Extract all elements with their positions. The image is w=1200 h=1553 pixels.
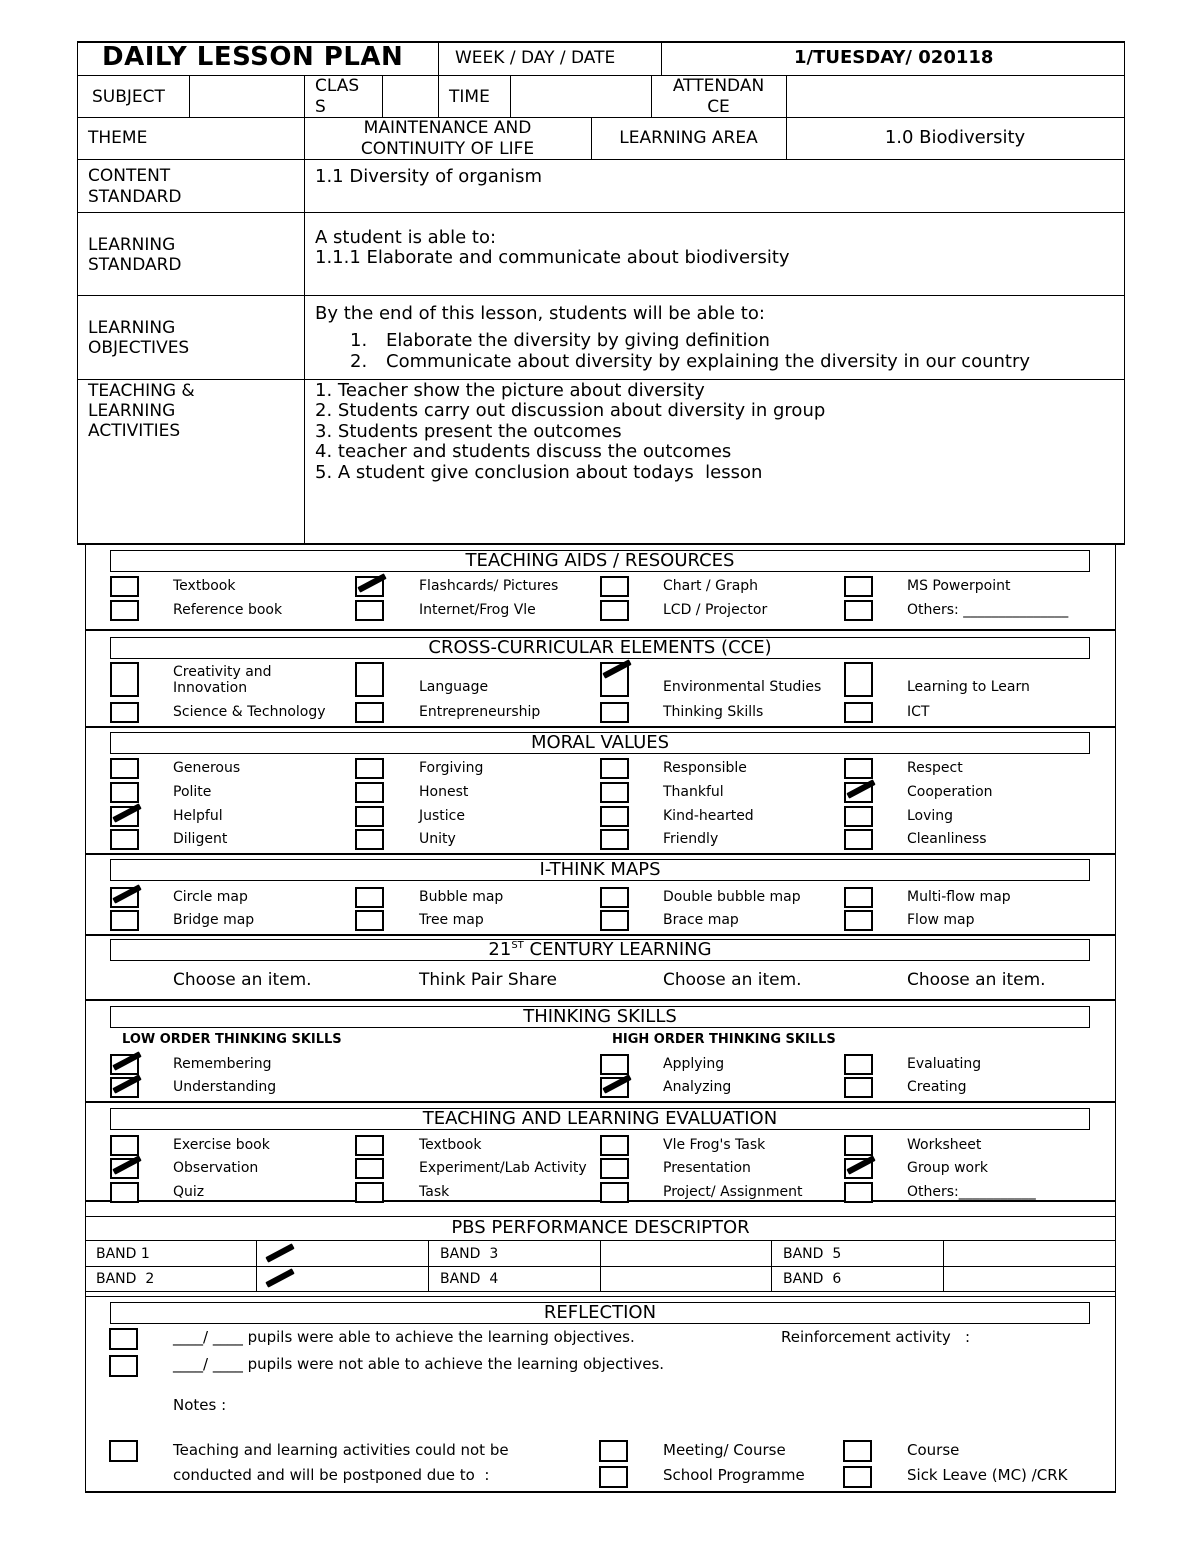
moral-values-title-bar — [110, 732, 1090, 754]
others-checkbox[interactable] — [844, 1182, 873, 1203]
reinforcement-label: Reinforcement activity : — [781, 1328, 971, 1346]
evaluating-checkbox[interactable] — [844, 1054, 873, 1075]
century-select-1[interactable]: Choose an item. — [173, 970, 312, 990]
option-label: MS Powerpoint — [907, 578, 1011, 594]
option-label: Justice — [419, 808, 465, 824]
option-label: Multi-flow map — [907, 889, 1011, 905]
option-label: Bubble map — [419, 889, 504, 905]
experiment-lab-activity-checkbox[interactable] — [355, 1158, 384, 1179]
applying-checkbox[interactable] — [600, 1054, 629, 1075]
learning-standard-line: 1.1.1 Elaborate and communicate about biodiversity — [315, 247, 790, 268]
pbs-title: PBS PERFORMANCE DESCRIPTOR — [451, 1217, 750, 1238]
option-label: Worksheet — [907, 1137, 982, 1153]
option-label: Generous — [173, 760, 241, 776]
content-standard-label-wrap: STANDARD — [88, 187, 182, 207]
learning-objectives-label-wrap: OBJECTIVES — [88, 338, 190, 358]
option-label: Honest — [419, 784, 469, 800]
option-label: Project/ Assignment — [663, 1184, 803, 1200]
objective-number: 2. — [350, 351, 368, 372]
postponed-text-wrap: conducted and will be postponed due to : — [173, 1466, 490, 1484]
option-label: Flashcards/ Pictures — [419, 578, 559, 594]
unity-checkbox[interactable] — [355, 829, 384, 850]
band-2-check-icon[interactable] — [265, 1268, 294, 1287]
option-label: Learning to Learn — [907, 679, 1030, 695]
century-select-2[interactable]: Think Pair Share — [419, 970, 557, 990]
learning-standard-label-wrap: STANDARD — [88, 255, 182, 275]
option-label: Experiment/Lab Activity — [419, 1160, 587, 1176]
option-label: Textbook — [173, 578, 236, 594]
evaluation-title-bar — [110, 1108, 1090, 1130]
learning-objectives-label: LEARNING — [88, 318, 176, 338]
option-label: Respect — [907, 760, 963, 776]
option-label: Entrepreneurship — [419, 704, 541, 720]
option-label: Presentation — [663, 1160, 751, 1176]
reflection-title: REFLECTION — [543, 1302, 657, 1323]
option-label: Diligent — [173, 831, 228, 847]
option-label: Evaluating — [907, 1056, 982, 1072]
evaluation-title: TEACHING AND LEARNING EVALUATION — [422, 1108, 778, 1129]
activities-label-wrap: ACTIVITIES — [88, 421, 181, 441]
option-label: Circle map — [173, 889, 248, 905]
reason-label: Meeting/ Course — [663, 1441, 786, 1459]
option-label: Flow map — [907, 912, 975, 928]
teaching-aids-title-bar — [110, 550, 1090, 572]
reason-label: Sick Leave (MC) /CRK — [907, 1466, 1068, 1484]
option-label: Brace map — [663, 912, 739, 928]
option-label: Cooperation — [907, 784, 993, 800]
option-label: Others:___________ — [907, 1184, 1036, 1200]
textbook-checkbox[interactable] — [110, 576, 139, 597]
ithink-title-bar — [110, 859, 1090, 881]
theme-label: THEME — [88, 128, 148, 148]
cce-title: CROSS-CURRICULAR ELEMENTS (CCE) — [428, 637, 772, 658]
low-order-title: LOW ORDER THINKING SKILLS — [122, 1032, 342, 1047]
reason-label: Course — [907, 1441, 960, 1459]
page-title: DAILY LESSON PLAN — [102, 42, 404, 72]
task-checkbox[interactable] — [355, 1182, 384, 1203]
thinking-skills-checkbox[interactable] — [600, 702, 629, 723]
option-label: Internet/Frog Vle — [419, 602, 536, 618]
century-select-4[interactable]: Choose an item. — [907, 970, 1046, 990]
learning-area-label: LEARNING AREA — [619, 128, 758, 148]
sick-leave-checkbox[interactable] — [843, 1466, 872, 1488]
attendance-label: ATTENDAN — [672, 76, 765, 96]
subject-label: SUBJECT — [92, 87, 165, 107]
ithink-title: I-THINK MAPS — [539, 859, 661, 880]
ms-powerpoint-checkbox[interactable] — [844, 576, 873, 597]
activity-item: 1. Teacher show the picture about diversity — [315, 380, 705, 401]
chart-graph-checkbox[interactable] — [600, 576, 629, 597]
class-label-wrap: S — [315, 97, 326, 117]
reference-book-checkbox[interactable] — [110, 600, 139, 621]
learning-area-value: 1.0 Biodiversity — [884, 127, 1026, 148]
option-label: Kind-hearted — [663, 808, 754, 824]
postponed-checkbox[interactable] — [109, 1440, 138, 1462]
option-label: Task — [419, 1184, 450, 1200]
learning-standard-label: LEARNING — [88, 235, 176, 255]
theme-value-wrap: CONTINUITY OF LIFE — [360, 139, 535, 159]
activity-item: 4. teacher and students discuss the outcomes — [315, 441, 732, 462]
activities-label-wrap: LEARNING — [88, 401, 176, 421]
option-label: Thinking Skills — [663, 704, 764, 720]
meeting-course-checkbox[interactable] — [599, 1440, 628, 1462]
band-label: BAND 5 — [783, 1246, 842, 1262]
option-label: Polite — [173, 784, 212, 800]
activities-label: TEACHING & — [88, 381, 195, 401]
others-checkbox[interactable] — [844, 600, 873, 621]
internet-frog-vle-checkbox[interactable] — [355, 600, 384, 621]
option-label: Creativity and Innovation — [173, 664, 272, 697]
kind-hearted-checkbox[interactable] — [600, 806, 629, 827]
century-title: 21ST CENTURY LEARNING — [488, 939, 712, 960]
option-label: Understanding — [173, 1079, 277, 1095]
option-label: Bridge map — [173, 912, 255, 928]
language-checkbox[interactable] — [355, 662, 384, 697]
reflection-not-achieved-checkbox[interactable] — [109, 1355, 138, 1377]
option-label: Creating — [907, 1079, 967, 1095]
objective-text: Communicate about diversity by explaining the diversity in our country — [386, 351, 1031, 372]
textbook-checkbox[interactable] — [355, 1135, 384, 1156]
learning-to-learn-checkbox[interactable] — [844, 662, 873, 697]
option-label: Vle Frog's Task — [663, 1137, 766, 1153]
option-label: Helpful — [173, 808, 223, 824]
objective-number: 1. — [350, 330, 368, 351]
teaching-aids-title: TEACHING AIDS / RESOURCES — [465, 550, 735, 571]
friendly-checkbox[interactable] — [600, 829, 629, 850]
objectives-intro: By the end of this lesson, students will be able to: — [315, 303, 765, 324]
option-label: Applying — [663, 1056, 725, 1072]
band-label: BAND 2 — [96, 1271, 155, 1287]
activity-item: 3. Students present the outcomes — [315, 421, 622, 442]
option-label: Friendly — [663, 831, 719, 847]
entrepreneurship-checkbox[interactable] — [355, 702, 384, 723]
content-standard-value: 1.1 Diversity of organism — [315, 166, 543, 187]
flow-map-checkbox[interactable] — [844, 910, 873, 931]
polite-checkbox[interactable] — [110, 782, 139, 803]
reflection-title-bar — [110, 1302, 1090, 1324]
time-label: TIME — [449, 87, 490, 107]
band-label: BAND 3 — [440, 1246, 499, 1262]
project-assignment-checkbox[interactable] — [600, 1182, 629, 1203]
generous-checkbox[interactable] — [110, 758, 139, 779]
reflection-not-achieved: ____/ ____ pupils were not able to achieve the learning objectives. — [173, 1355, 665, 1373]
band-label: BAND 1 — [96, 1246, 150, 1262]
option-label: Chart / Graph — [663, 578, 759, 594]
respect-checkbox[interactable] — [844, 758, 873, 779]
option-label: LCD / Projector — [663, 602, 768, 618]
thinking-title: THINKING SKILLS — [523, 1006, 677, 1027]
lcd-projector-checkbox[interactable] — [600, 600, 629, 621]
option-label: Tree map — [419, 912, 484, 928]
week-day-date-label: WEEK / DAY / DATE — [455, 48, 616, 68]
option-label: Loving — [907, 808, 954, 824]
option-label: Observation — [173, 1160, 259, 1176]
class-label: CLAS — [315, 76, 360, 96]
bridge-map-checkbox[interactable] — [110, 910, 139, 931]
brace-map-checkbox[interactable] — [600, 910, 629, 931]
option-label: Group work — [907, 1160, 988, 1176]
objective-text: Elaborate the diversity by giving definition — [386, 330, 770, 351]
quiz-checkbox[interactable] — [110, 1182, 139, 1203]
option-label: Forgiving — [419, 760, 484, 776]
school-programme-checkbox[interactable] — [599, 1466, 628, 1488]
band-label: BAND 6 — [783, 1271, 842, 1287]
science-technology-checkbox[interactable] — [110, 702, 139, 723]
attendance-label-wrap: CE — [707, 97, 730, 117]
theme-value: MAINTENANCE AND — [363, 118, 532, 138]
option-label: Analyzing — [663, 1079, 732, 1095]
thankful-checkbox[interactable] — [600, 782, 629, 803]
cleanliness-checkbox[interactable] — [844, 829, 873, 850]
option-label: Unity — [419, 831, 456, 847]
double-bubble-map-checkbox[interactable] — [600, 887, 629, 908]
option-label: Thankful — [663, 784, 724, 800]
exercise-book-checkbox[interactable] — [110, 1135, 139, 1156]
content-standard-label: CONTENT — [88, 166, 171, 186]
creating-checkbox[interactable] — [844, 1077, 873, 1098]
creativity-and-checkbox[interactable] — [110, 662, 139, 697]
reflection-achieved: ____/ ____ pupils were able to achieve the learning objectives. — [173, 1328, 635, 1346]
tree-map-checkbox[interactable] — [355, 910, 384, 931]
option-label: Remembering — [173, 1056, 272, 1072]
moral-values-title: MORAL VALUES — [530, 732, 670, 753]
notes-label: Notes : — [173, 1396, 227, 1414]
band-label: BAND 4 — [440, 1271, 499, 1287]
activity-item: 2. Students carry out discussion about diversity in group — [315, 400, 826, 421]
course-checkbox[interactable] — [843, 1440, 872, 1462]
loving-checkbox[interactable] — [844, 806, 873, 827]
option-label: Cleanliness — [907, 831, 987, 847]
honest-checkbox[interactable] — [355, 782, 384, 803]
option-label: ICT — [907, 704, 930, 720]
option-label: Science & Technology — [173, 704, 326, 720]
century-select-3[interactable]: Choose an item. — [663, 970, 802, 990]
worksheet-checkbox[interactable] — [844, 1135, 873, 1156]
thinking-title-bar — [110, 1006, 1090, 1028]
option-label: Reference book — [173, 602, 283, 618]
multi-flow-map-checkbox[interactable] — [844, 887, 873, 908]
option-label: Double bubble map — [663, 889, 801, 905]
presentation-checkbox[interactable] — [600, 1158, 629, 1179]
century-title-bar — [110, 939, 1090, 961]
bubble-map-checkbox[interactable] — [355, 887, 384, 908]
reason-label: School Programme — [663, 1466, 805, 1484]
cce-title-bar — [110, 637, 1090, 659]
postponed-text: Teaching and learning activities could not be — [173, 1441, 509, 1459]
vle-frog-s-task-checkbox[interactable] — [600, 1135, 629, 1156]
ict-checkbox[interactable] — [844, 702, 873, 723]
option-label: Textbook — [419, 1137, 482, 1153]
option-label: Responsible — [663, 760, 747, 776]
learning-standard-line: A student is able to: — [315, 227, 497, 248]
forgiving-checkbox[interactable] — [355, 758, 384, 779]
option-label: Language — [419, 679, 489, 695]
option-label: Others: _______________ — [907, 602, 1069, 618]
diligent-checkbox[interactable] — [110, 829, 139, 850]
activity-item: 5. A student give conclusion about todays lesson — [315, 462, 763, 483]
option-label: Quiz — [173, 1184, 205, 1200]
justice-checkbox[interactable] — [355, 806, 384, 827]
high-order-title: HIGH ORDER THINKING SKILLS — [612, 1032, 836, 1047]
option-label: Environmental Studies — [663, 679, 822, 695]
option-label: Exercise book — [173, 1137, 270, 1153]
band-1-check-icon[interactable] — [265, 1243, 294, 1262]
week-day-date-value: 1/TUESDAY/ 020118 — [794, 47, 994, 68]
reflection-achieved-checkbox[interactable] — [109, 1328, 138, 1350]
responsible-checkbox[interactable] — [600, 758, 629, 779]
